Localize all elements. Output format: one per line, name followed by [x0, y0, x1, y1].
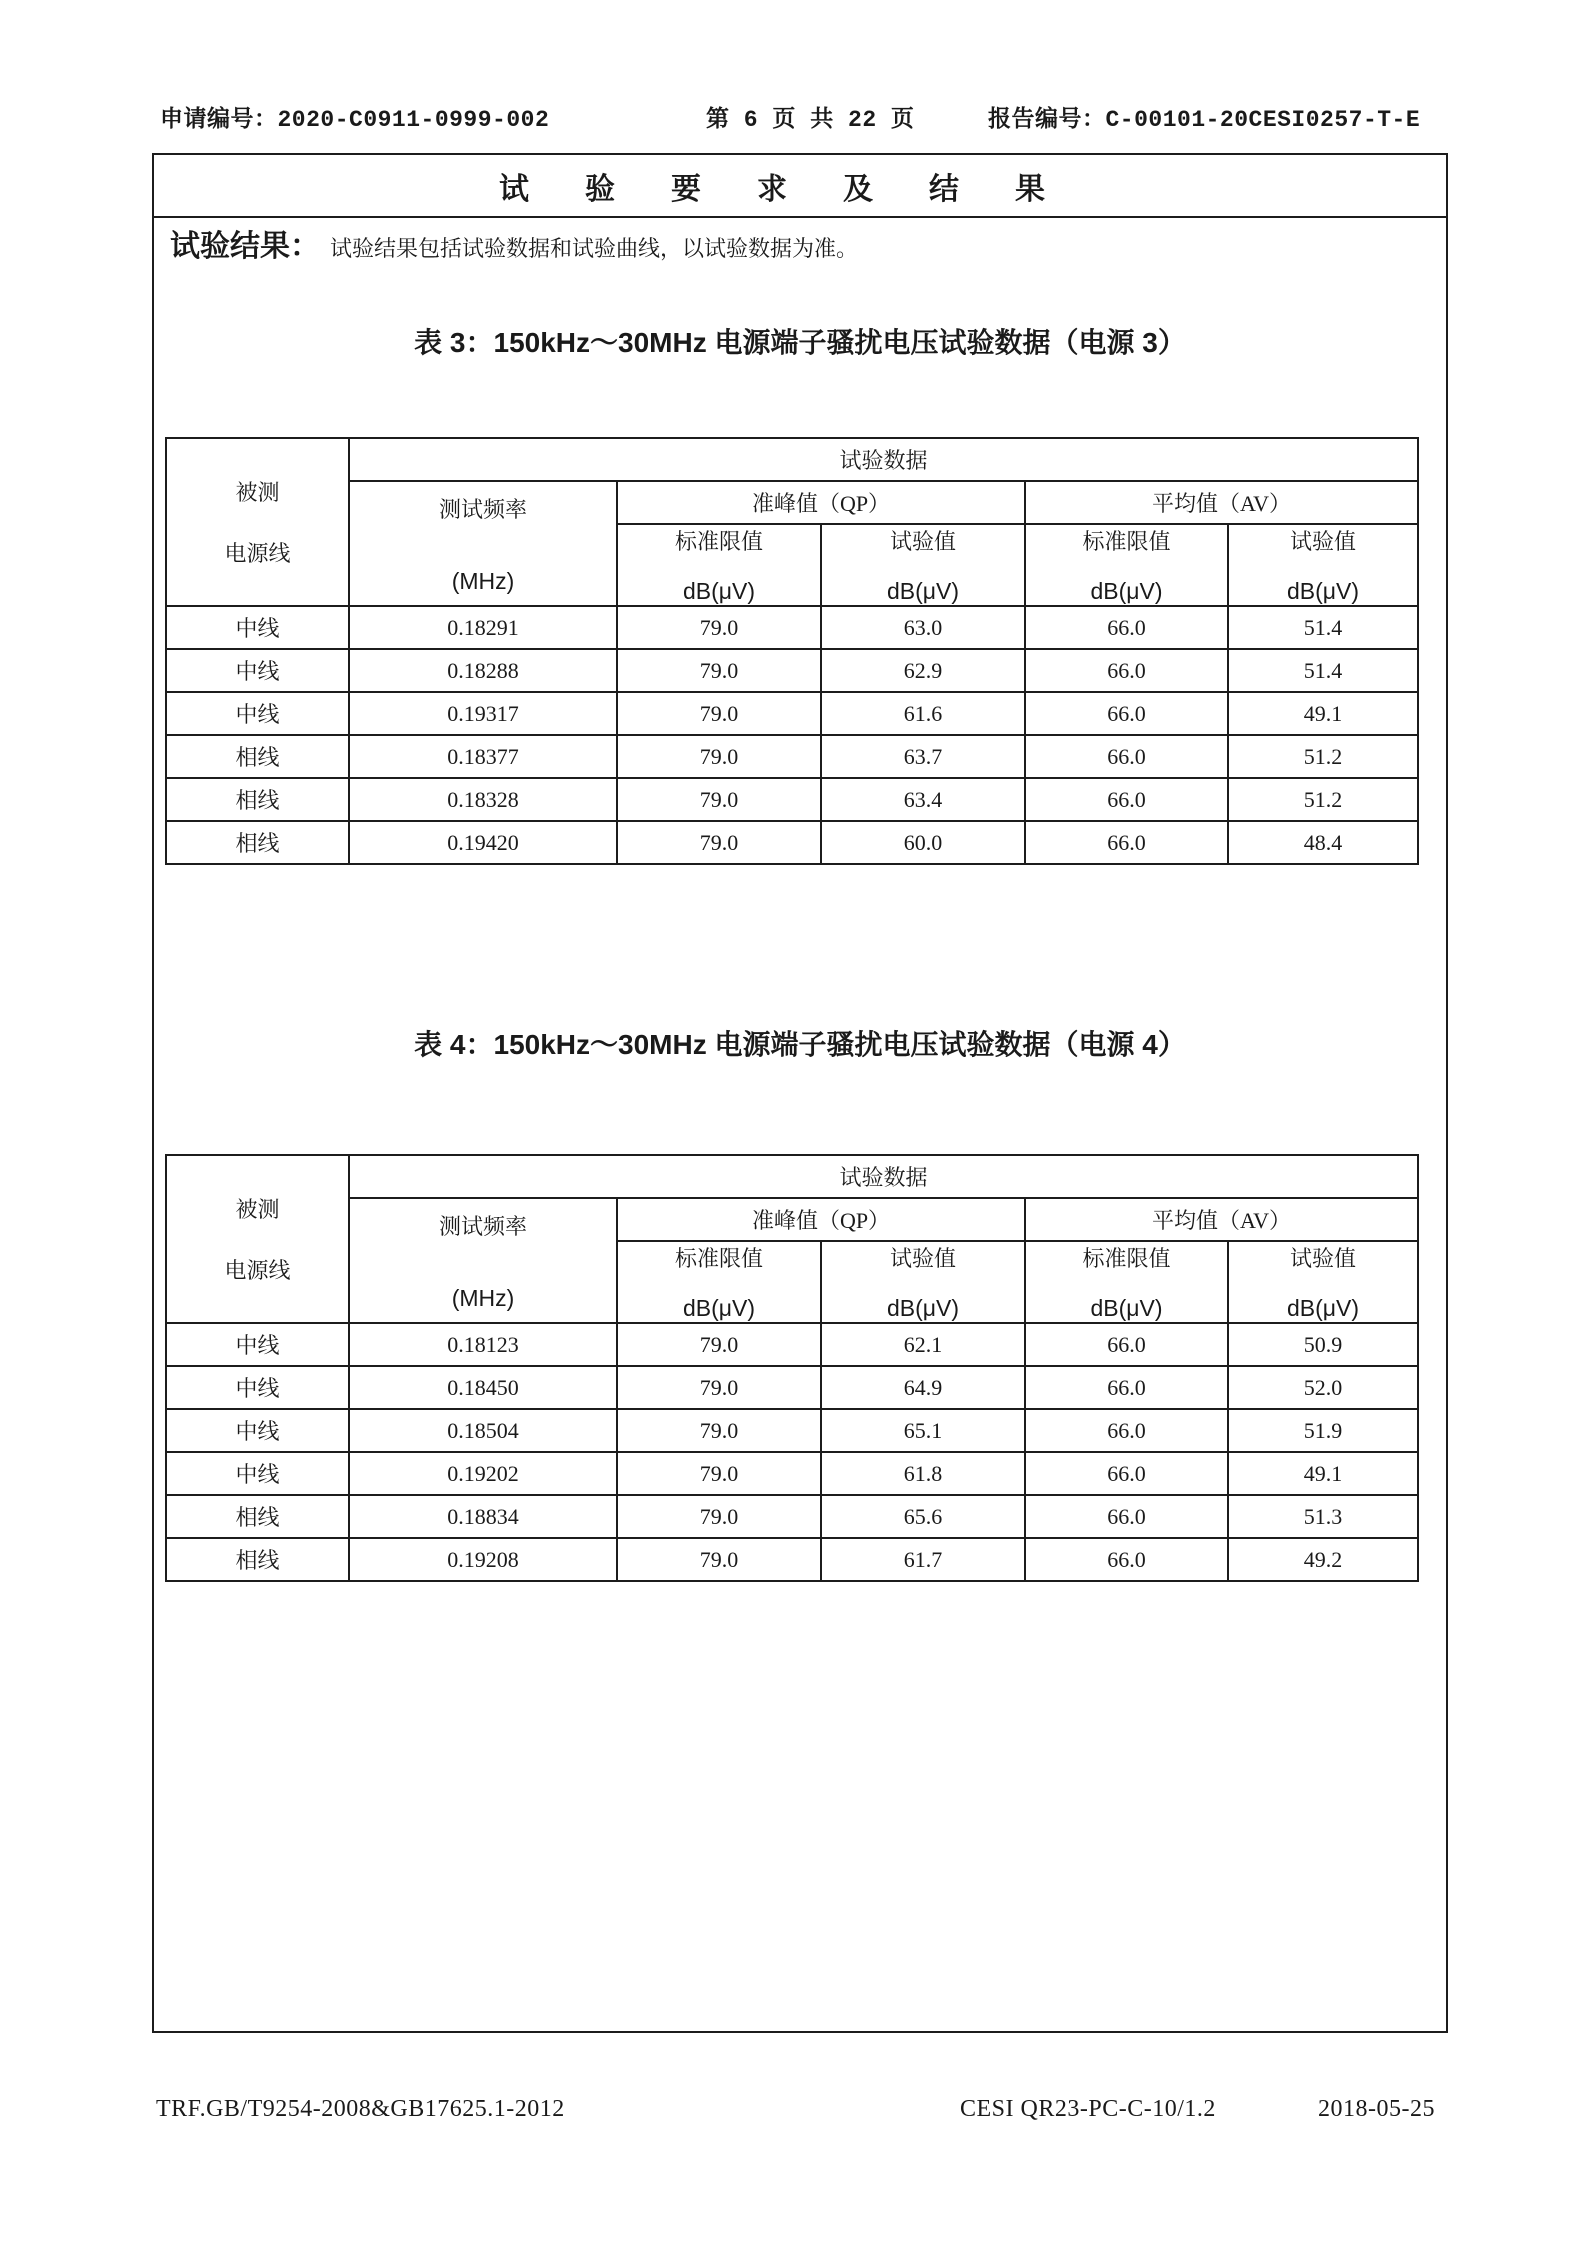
table-cell: 79.0: [617, 1409, 821, 1452]
unit-label: dB(μV): [1090, 578, 1163, 604]
header-av-value: [1228, 524, 1418, 606]
table-cell: 49.2: [1228, 1538, 1418, 1581]
header-qp-limit: [617, 1241, 821, 1323]
unit-label: dB(μV): [682, 1295, 756, 1321]
table-row: [166, 1323, 1418, 1366]
table-cell: 相线: [166, 1495, 349, 1538]
table-cell: 66.0: [1025, 735, 1228, 778]
table-row: [166, 692, 1418, 735]
table4: [165, 1154, 1419, 1582]
report-frame: [152, 153, 1448, 2033]
table-cell: 49.1: [1228, 692, 1418, 735]
table-cell: 79.0: [617, 1323, 821, 1366]
application-number: 申请编号：2020-C0911-0999-002: [160, 107, 550, 133]
table-cell: 0.18834: [349, 1495, 617, 1538]
table-cell: 66.0: [1025, 692, 1228, 735]
table-cell: 相线: [166, 821, 349, 864]
header-dut-line1: 被测: [235, 480, 280, 505]
table-cell: 0.18123: [349, 1323, 617, 1366]
unit-label: dB(μV): [1286, 578, 1360, 604]
table-cell: 66.0: [1025, 1452, 1228, 1495]
table-cell: 66.0: [1025, 606, 1228, 649]
header-qp-limit: [617, 524, 821, 606]
header-frequency-label: 测试频率: [438, 1213, 527, 1239]
table-cell: 0.18504: [349, 1409, 617, 1452]
table-cell: 79.0: [617, 1538, 821, 1581]
table-cell: 中线: [166, 1452, 349, 1495]
header-frequency: [349, 481, 617, 606]
table-row: [166, 735, 1418, 778]
header-frequency-unit: (MHz): [451, 1284, 515, 1311]
table-cell: 60.0: [821, 821, 1025, 864]
table-row: [166, 821, 1418, 864]
footer-date: 2018-05-25: [1318, 2096, 1435, 2122]
header-frequency-unit: (MHz): [451, 567, 515, 594]
header-test-data: 试验数据: [349, 438, 1418, 481]
table-cell: 0.18291: [349, 606, 617, 649]
table3-title: 表 3：150kHz～30MHz 电源端子骚扰电压试验数据（电源 3）: [414, 327, 1186, 358]
header-dut-line: [166, 438, 349, 606]
table-cell: 66.0: [1025, 1495, 1228, 1538]
table-cell: 79.0: [617, 606, 821, 649]
table-cell: 66.0: [1025, 821, 1228, 864]
header-qp-value: [821, 524, 1025, 606]
header-frequency: [349, 1198, 617, 1323]
table-cell: 相线: [166, 1538, 349, 1581]
limit-label: 标准限值: [674, 1246, 763, 1271]
table-cell: 0.19208: [349, 1538, 617, 1581]
table-cell: 66.0: [1025, 1366, 1228, 1409]
unit-label: dB(μV): [1286, 1295, 1360, 1321]
section-title: 试验要求及结果: [154, 155, 1446, 218]
table-row: [166, 778, 1418, 821]
table4-title: 表 4：150kHz～30MHz 电源端子骚扰电压试验数据（电源 4）: [414, 1029, 1186, 1060]
limit-label: 标准限值: [1082, 529, 1171, 554]
table-cell: 48.4: [1228, 821, 1418, 864]
table-cell: 中线: [166, 1323, 349, 1366]
table-cell: 79.0: [617, 649, 821, 692]
table-cell: 相线: [166, 778, 349, 821]
table-cell: 64.9: [821, 1366, 1025, 1409]
table-cell: 65.6: [821, 1495, 1025, 1538]
table-cell: 61.7: [821, 1538, 1025, 1581]
table-row: [166, 1366, 1418, 1409]
table-cell: 51.3: [1228, 1495, 1418, 1538]
header-av-limit: [1025, 1241, 1228, 1323]
table-cell: 52.0: [1228, 1366, 1418, 1409]
table-cell: 63.4: [821, 778, 1025, 821]
table-cell: 51.2: [1228, 778, 1418, 821]
table-cell: 0.19420: [349, 821, 617, 864]
header-dut-line: [166, 1155, 349, 1323]
table-row: [166, 1409, 1418, 1452]
header-average: 平均值（AV）: [1025, 1198, 1418, 1241]
unit-label: dB(μV): [886, 578, 960, 604]
value-label: 试验值: [889, 1246, 956, 1271]
table-cell: 65.1: [821, 1409, 1025, 1452]
table-cell: 63.7: [821, 735, 1025, 778]
table-cell: 66.0: [1025, 1323, 1228, 1366]
header-quasi-peak: 准峰值（QP）: [617, 1198, 1025, 1241]
header-average: 平均值（AV）: [1025, 481, 1418, 524]
header-qp-value: [821, 1241, 1025, 1323]
table-cell: 51.9: [1228, 1409, 1418, 1452]
table-cell: 0.18328: [349, 778, 617, 821]
table-cell: 中线: [166, 606, 349, 649]
table-cell: 50.9: [1228, 1323, 1418, 1366]
table-row: [166, 1538, 1418, 1581]
table-cell: 0.19202: [349, 1452, 617, 1495]
header-av-limit: [1025, 524, 1228, 606]
table-cell: 79.0: [617, 1366, 821, 1409]
page-indicator: 第 6 页 共 22 页: [706, 107, 915, 133]
footer-standard-reference: TRF.GB/T9254-2008&GB17625.1-2012: [156, 2096, 565, 2122]
table-cell: 79.0: [617, 1495, 821, 1538]
value-label: 试验值: [1290, 529, 1357, 554]
report-number: 报告编号：C-00101-20CESI0257-T-E: [988, 107, 1421, 133]
table-row: [166, 649, 1418, 692]
table-cell: 79.0: [617, 778, 821, 821]
table-cell: 62.1: [821, 1323, 1025, 1366]
table-cell: 中线: [166, 649, 349, 692]
test-result-label: 试验结果：: [170, 230, 320, 263]
table-cell: 中线: [166, 692, 349, 735]
table-cell: 51.4: [1228, 606, 1418, 649]
table-row: [166, 1452, 1418, 1495]
table-cell: 49.1: [1228, 1452, 1418, 1495]
table-cell: 中线: [166, 1366, 349, 1409]
table-cell: 66.0: [1025, 1538, 1228, 1581]
header-dut-line1: 被测: [235, 1197, 280, 1222]
table-cell: 0.19317: [349, 692, 617, 735]
table-cell: 51.4: [1228, 649, 1418, 692]
unit-label: dB(μV): [1090, 1295, 1163, 1321]
header-dut-line2: 电源线: [224, 1258, 291, 1283]
table-row: [166, 606, 1418, 649]
table-cell: 79.0: [617, 821, 821, 864]
table-cell: 66.0: [1025, 649, 1228, 692]
table-cell: 79.0: [617, 692, 821, 735]
unit-label: dB(μV): [886, 1295, 960, 1321]
value-label: 试验值: [1290, 1246, 1357, 1271]
table-cell: 61.8: [821, 1452, 1025, 1495]
table-cell: 66.0: [1025, 778, 1228, 821]
table-cell: 相线: [166, 735, 349, 778]
table-cell: 0.18450: [349, 1366, 617, 1409]
limit-label: 标准限值: [1082, 1246, 1171, 1271]
header-quasi-peak: 准峰值（QP）: [617, 481, 1025, 524]
table-row: [166, 1495, 1418, 1538]
table-cell: 61.6: [821, 692, 1025, 735]
value-label: 试验值: [889, 529, 956, 554]
table-cell: 62.9: [821, 649, 1025, 692]
header-test-data: 试验数据: [349, 1155, 1418, 1198]
table-cell: 中线: [166, 1409, 349, 1452]
test-result-section: [170, 221, 858, 265]
header-frequency-label: 测试频率: [438, 496, 527, 522]
header-av-value: [1228, 1241, 1418, 1323]
table-cell: 79.0: [617, 1452, 821, 1495]
table-cell: 66.0: [1025, 1409, 1228, 1452]
table-cell: 79.0: [617, 735, 821, 778]
table-cell: 0.18377: [349, 735, 617, 778]
test-result-text: 试验结果包括试验数据和试验曲线，以试验数据为准。: [330, 236, 859, 261]
unit-label: dB(μV): [682, 578, 756, 604]
table-cell: 0.18288: [349, 649, 617, 692]
header-dut-line2: 电源线: [224, 541, 291, 566]
footer-form-number: CESI QR23-PC-C-10/1.2: [960, 2096, 1216, 2122]
limit-label: 标准限值: [674, 529, 763, 554]
table-cell: 63.0: [821, 606, 1025, 649]
table3: [165, 437, 1419, 865]
table-cell: 51.2: [1228, 735, 1418, 778]
